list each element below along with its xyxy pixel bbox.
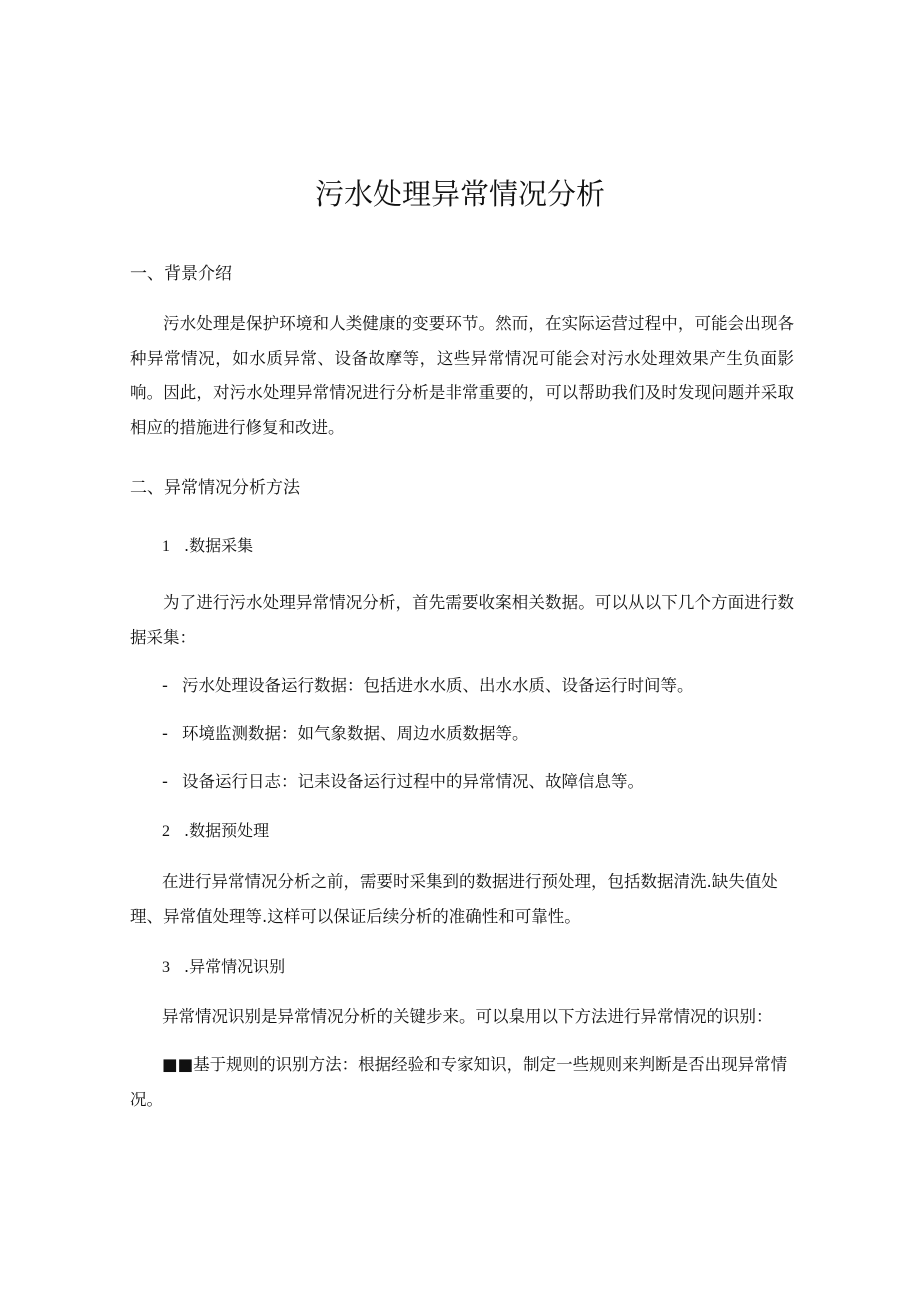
- subheading-number: 3: [162, 959, 170, 976]
- subheading-label: .数据预处理: [184, 821, 270, 840]
- rule-based-method-line1: ■■基于规则的识别方法：根据经验和专家知识，制定一些规则来判断是否出现异常情: [162, 1055, 788, 1074]
- section-heading-background: 一、背景介绍: [130, 264, 232, 284]
- subheading-label: .数据采集: [184, 536, 254, 555]
- subheading-data-collection: [162, 535, 253, 558]
- document-title: 污水处理异常情况分析: [314, 177, 605, 211]
- subheading-preprocessing: [162, 820, 269, 843]
- list-item-text: 污水处理设备运行数据：包括进水水质、出水水质、设备运行时间等。: [182, 676, 694, 695]
- rule-based-method-line2: 况。: [130, 1090, 163, 1109]
- subheading-label: .异常情况识别: [184, 957, 286, 976]
- list-item-text: 环境监测数据：如气象数据、周边水质数据等。: [182, 724, 529, 743]
- bullet-dash: -: [162, 676, 168, 695]
- subheading-number: 2: [162, 823, 170, 840]
- list-item-text: 设备运行日志：记耒设备运行过程中的异常情况、故障信息等。: [182, 772, 644, 791]
- anomaly-identification-paragraph: 异常情况识别是异常情况分析的关键步来。可以臬用以下方法进行异常情况的识别：: [162, 1007, 773, 1026]
- subheading-number: 1: [162, 538, 170, 555]
- bullet-dash: -: [162, 724, 168, 743]
- section-heading-methods: 二、异常情况分析方法: [130, 478, 300, 498]
- bullet-dash: -: [162, 772, 168, 791]
- background-paragraph: 污水处理是保护环境和人类健康的变要环节。然而，在实际运营过程中，可能会出现各种异常情况，如水质异常、设备故摩等，这些异常情况可能会对污水处理效果产生负面影响。因此，对污水处理异常情况进行分析是非常重要的，可以帮助我们及时发现问题并采取相应的措施进行修复和改进。: [130, 314, 794, 437]
- preprocessing-paragraph-line2: 理、异常值处理等.这样可以保证后续分析的准确性和可靠性。: [130, 907, 581, 926]
- preprocessing-paragraph-line1: 在进行异常情况分析之前，需要时采集到的数据进行预处理，包括数据清洗.缺失值处: [162, 872, 778, 891]
- data-collection-paragraph: 为了进行污水处理异常情况分析，首先需要收案相关数据。可以从以下几个方面进行数据采集：: [130, 593, 794, 647]
- subheading-anomaly-identification: [162, 956, 285, 979]
- list-item: [162, 723, 529, 745]
- list-item: [162, 771, 644, 793]
- list-item: [162, 675, 694, 697]
